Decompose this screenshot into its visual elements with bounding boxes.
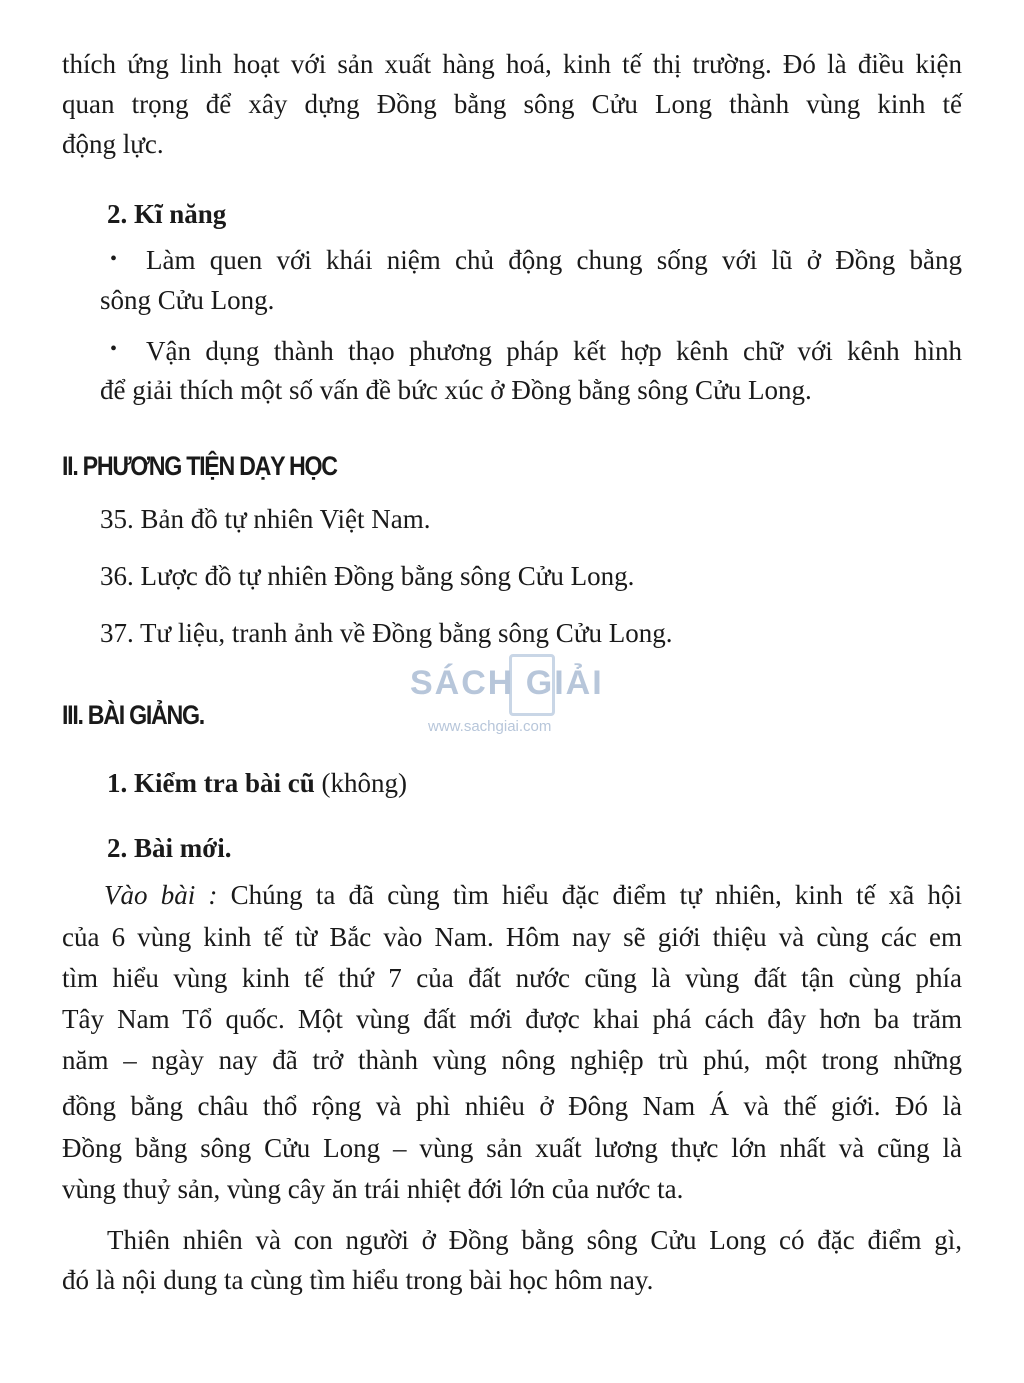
lesson-intro-line-6: đồng bằng châu thổ rộng và phì nhiêu ở Đông Nam Á và thế giới. Đó là — [62, 1091, 962, 1121]
watermark-logo — [410, 650, 620, 740]
section-2-heading: II. PHƯƠNG TIỆN DẠY HỌC — [62, 451, 337, 481]
watermark-url: www.sachgiai.com — [428, 718, 552, 735]
bullet-1-line-1: Làm quen với khái niệm chủ động chung sống với lũ ở Đồng bằng — [146, 245, 962, 275]
new-lesson-heading: 2. Bài mới. — [107, 833, 232, 863]
intro-line-2: quan trọng để xây dựng Đồng bằng sông Cửu Long thành vùng kinh tế — [62, 89, 962, 119]
lesson-intro-line-3: tìm hiểu vùng kinh tế thứ 7 của đất nước cũng là vùng đất tận cùng phía — [62, 963, 962, 993]
bullet-1-line-2: sông Cửu Long. — [100, 285, 275, 315]
old-lesson-check — [107, 763, 407, 803]
old-lesson-check-note: (không) — [314, 768, 407, 798]
section-3-heading: III. BÀI GIẢNG. — [62, 700, 204, 730]
material-item-2: 36. Lược đồ tự nhiên Đồng bằng sông Cửu Long. — [100, 561, 635, 591]
bullet-1-symbol: • — [110, 248, 118, 270]
lesson-intro-text-1: Chúng ta đã cùng tìm hiểu đặc điểm tự nhiên, kinh tế xã hội — [217, 880, 962, 910]
lesson-intro-line-2: của 6 vùng kinh tế từ Bắc vào Nam. Hôm nay sẽ giới thiệu và cùng các em — [62, 922, 962, 952]
closing-line-1: Thiên nhiên và con người ở Đồng bằng sông Cửu Long có đặc điểm gì, — [107, 1225, 962, 1255]
intro-line-1: thích ứng linh hoạt với sản xuất hàng hoá, kinh tế thị trường. Đó là điều kiện — [62, 49, 962, 79]
closing-line-2: đó là nội dung ta cùng tìm hiểu trong bài học hôm nay. — [62, 1265, 654, 1295]
intro-line-3: động lực. — [62, 129, 164, 159]
lesson-intro-line-1 — [104, 875, 962, 915]
skills-heading: 2. Kĩ năng — [107, 199, 227, 229]
material-item-1: 35. Bản đồ tự nhiên Việt Nam. — [100, 504, 431, 534]
bullet-2-line-2: để giải thích một số vấn đề bức xúc ở Đồng bằng sông Cửu Long. — [100, 375, 812, 405]
lesson-intro-line-4: Tây Nam Tổ quốc. Một vùng đất mới được khai phá cách đây hơn ba trăm — [62, 1004, 962, 1034]
lesson-intro-line-5: năm – ngày nay đã trở thành vùng nông nghiệp trù phú, một trong những — [62, 1045, 962, 1075]
material-item-3: 37. Tư liệu, tranh ảnh về Đồng bằng sông Cửu Long. — [100, 618, 673, 648]
bullet-2-line-1: Vận dụng thành thạo phương pháp kết hợp kênh chữ với kênh hình — [146, 336, 962, 366]
lesson-intro-line-7: Đồng bằng sông Cửu Long – vùng sản xuất lương thực lớn nhất và cũng là — [62, 1133, 962, 1163]
lesson-intro-label: Vào bài : — [104, 880, 218, 910]
old-lesson-check-label: 1. Kiểm tra bài cũ — [107, 768, 315, 798]
bullet-2-symbol: • — [110, 338, 118, 360]
watermark-brand: SÁCH GIẢI — [410, 664, 604, 702]
lesson-intro-line-8: vùng thuỷ sản, vùng cây ăn trái nhiệt đới lớn của nước ta. — [62, 1174, 684, 1204]
